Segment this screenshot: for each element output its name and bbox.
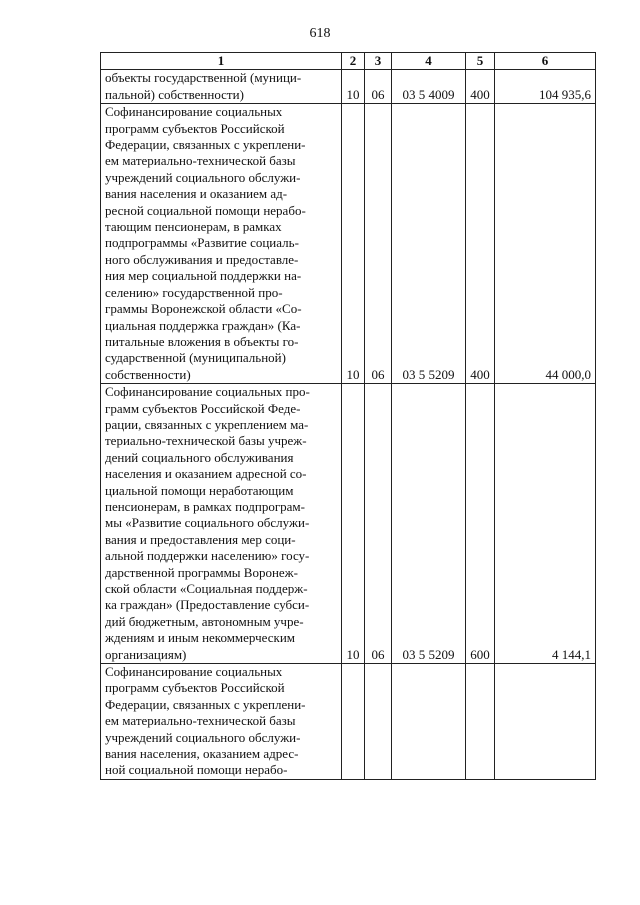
- page-number: 618: [309, 26, 331, 41]
- description-line: циальной помощи неработающим: [105, 482, 294, 498]
- description-line: ной социальной помощи нерабо-: [105, 762, 288, 778]
- target-article-cell: 03 5 5209: [392, 104, 466, 384]
- description-line: объекты государственной (муници-: [105, 70, 302, 86]
- description-line: Федерации, связанных с укреплени-: [105, 696, 306, 712]
- description-line: учреждений социального обслужи-: [105, 169, 301, 185]
- description-line: программ субъектов Российской: [105, 120, 285, 136]
- description-line: сударственной (муниципальной): [105, 350, 286, 366]
- description-line: мы «Развитие социального обслужи-: [105, 515, 310, 531]
- subsection-code-cell: 06: [365, 104, 392, 384]
- description-line: населения и оказанием адресной со-: [105, 466, 307, 482]
- description-line: ка граждан» (Предоставление субси-: [105, 597, 310, 613]
- expense-type-cell: 400: [466, 70, 495, 104]
- amount-cell: 4 144,1: [495, 384, 596, 664]
- table-body: [101, 70, 596, 779]
- description-line: учреждений социального обслужи-: [105, 729, 301, 745]
- amount-cell: [495, 664, 596, 780]
- column-header: 6: [495, 53, 596, 70]
- description-line: териально-технической базы учреж-: [105, 433, 307, 449]
- description-line: селению» государственной про-: [105, 284, 283, 300]
- description-line: пенсионерам, в рамках подпрограм-: [105, 498, 305, 514]
- column-header: 5: [466, 53, 495, 70]
- description-line: ждениям и иным некоммерческим: [105, 630, 296, 646]
- column-header: 1: [101, 53, 342, 70]
- description-line: ресной социальной помощи нерабо-: [105, 202, 306, 218]
- expense-description-cell: [101, 384, 342, 664]
- header-row: [101, 53, 596, 70]
- description-line: ного обслуживания и предоставле-: [105, 251, 299, 267]
- description-line: Федерации, связанных с укреплени-: [105, 137, 306, 153]
- description-line: программ субъектов Российской: [105, 680, 285, 696]
- column-header: 2: [342, 53, 365, 70]
- expense-description-cell: [101, 664, 342, 780]
- description-line: дений социального обслуживания: [105, 449, 294, 465]
- target-article-cell: 03 5 4009: [392, 70, 466, 104]
- description-line: альной поддержки населению» госу-: [105, 548, 310, 564]
- description-line: граммы Воронежской области «Со-: [105, 301, 302, 317]
- description-line: тающим пенсионерам, в рамках: [105, 219, 282, 235]
- column-header: 3: [365, 53, 392, 70]
- amount-cell: 44 000,0: [495, 104, 596, 384]
- expense-type-cell: 600: [466, 384, 495, 664]
- description-line: ем материально-технической базы: [105, 153, 296, 169]
- section-code-cell: 10: [342, 70, 365, 104]
- table-row: [101, 104, 596, 384]
- target-article-cell: [392, 664, 466, 780]
- description-line: организациям): [105, 646, 187, 662]
- description-line: ния мер социальной поддержки на-: [105, 268, 302, 284]
- description-line: Софинансирование социальных: [105, 664, 283, 680]
- description-line: грамм субъектов Российской Феде-: [105, 400, 301, 416]
- budget-table: [100, 52, 596, 780]
- table-row: [101, 70, 596, 104]
- description-line: рации, связанных с укреплением ма-: [105, 416, 309, 432]
- expense-type-cell: [466, 664, 495, 780]
- description-line: дарственной программы Воронеж-: [105, 564, 298, 580]
- section-code-cell: 10: [342, 384, 365, 664]
- description-line: собственности): [105, 366, 191, 382]
- description-line: вания населения и оказанием ад-: [105, 186, 288, 202]
- table-row: [101, 664, 596, 780]
- description-line: вания населения, оказанием адрес-: [105, 746, 299, 762]
- description-line: вания и предоставления мер соци-: [105, 531, 296, 547]
- expense-description-cell: [101, 104, 342, 384]
- amount-cell: 104 935,6: [495, 70, 596, 104]
- description-line: дий бюджетным, автономным учре-: [105, 613, 304, 629]
- subsection-code-cell: [365, 664, 392, 780]
- expense-description-cell: [101, 70, 342, 104]
- description-line: Софинансирование социальных про-: [105, 384, 310, 400]
- section-code-cell: 10: [342, 104, 365, 384]
- subsection-code-cell: 06: [365, 70, 392, 104]
- description-line: пальной) собственности): [105, 86, 244, 102]
- section-code-cell: [342, 664, 365, 780]
- description-line: ской области «Социальная поддерж-: [105, 581, 308, 596]
- expense-type-cell: 400: [466, 104, 495, 384]
- table-row: [101, 384, 596, 664]
- description-line: циальная поддержка граждан» (Ка-: [105, 317, 301, 333]
- description-line: Софинансирование социальных: [105, 104, 283, 120]
- column-header: 4: [392, 53, 466, 70]
- subsection-code-cell: 06: [365, 384, 392, 664]
- description-line: подпрограммы «Развитие социаль-: [105, 235, 299, 251]
- target-article-cell: 03 5 5209: [392, 384, 466, 664]
- description-line: питальные вложения в объекты го-: [105, 333, 299, 349]
- description-line: ем материально-технической базы: [105, 713, 296, 729]
